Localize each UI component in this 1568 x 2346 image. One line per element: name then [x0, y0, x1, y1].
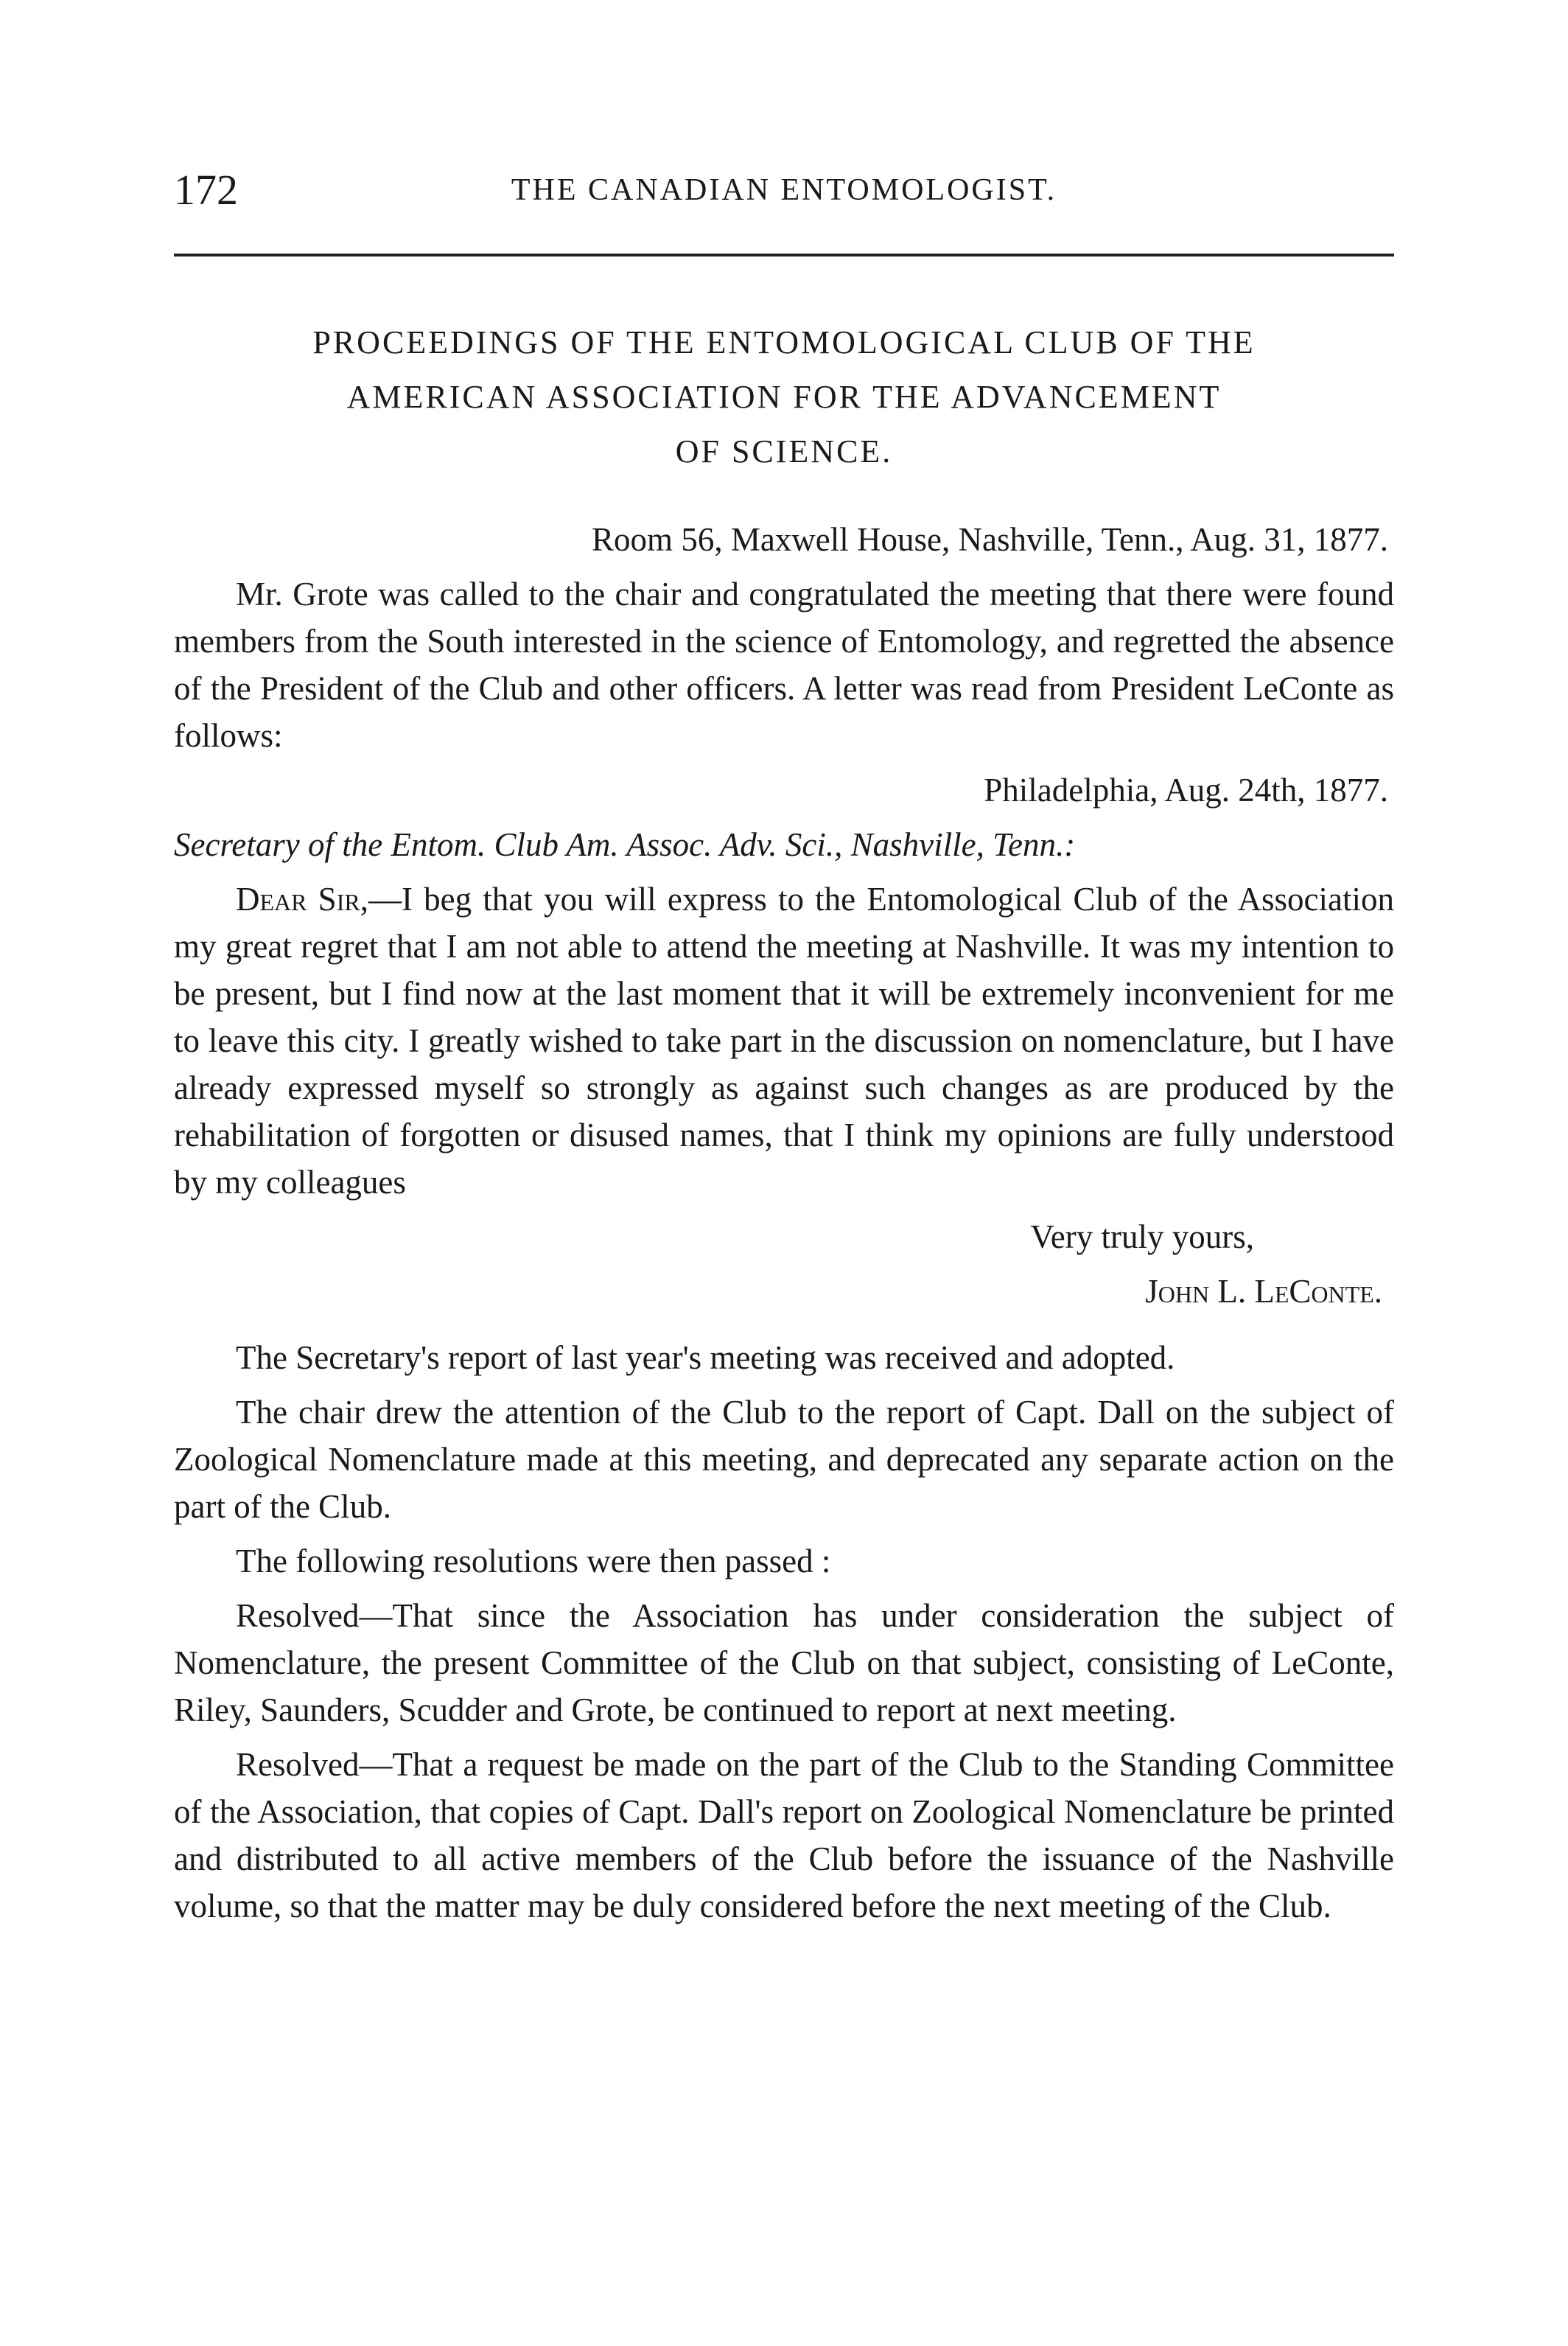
letter-signature: John L. LeConte. [1145, 1273, 1382, 1310]
title-line: PROCEEDINGS OF THE ENTOMOLOGICAL CLUB OF THE [312, 324, 1256, 360]
paragraph: The following resolutions were then passed : [236, 1543, 831, 1579]
resolution: Resolved—That a request be made on the part of the Club to the Standing Committee of the Association, that copies of Capt. Dall's report on Zoological Nomenclature be printed and distributed to all active members of the Club before the issuance of the Nashville volume, so that the matter may be duly considered before the next meeting of the Club. [174, 1746, 1394, 1924]
resolution: Resolved—That since the Association has under consideration the subject of Nomenclature, the present Committee of the Club on that subject, consisting of LeConte, Riley, Saunders, Scudder and Grote, be continued to report at next meeting. [174, 1597, 1394, 1728]
article-body [174, 516, 1394, 1937]
dateline: Room 56, Maxwell House, Nashville, Tenn., Aug. 31, 1877. [592, 521, 1388, 558]
article-title [174, 315, 1394, 479]
paragraph: The Secretary's report of last year's meeting was received and adopted. [236, 1339, 1175, 1376]
title-line: AMERICAN ASSOCIATION FOR THE ADVANCEMENT [346, 379, 1222, 415]
running-head [174, 161, 1394, 220]
title-line: OF SCIENCE. [675, 433, 893, 469]
letter-body-text: —I beg that you will express to the Entomological Club of the Association my great regret that I am not able to attend the meeting at Nashville. It was my intention to be present, but I find now at the last moment that it will be extremely inconvenient for me to leave this city. I greatly wished to take part in the discussion on nomenclature, but I have already expressed myself so strongly as against such changes as are produced by the rehabilitation of forgotten or disused names, that I think my opinions are fully understood by my colleagues [174, 881, 1394, 1201]
letter-place-date: Philadelphia, Aug. 24th, 1877. [984, 772, 1388, 809]
letter-closing: Very truly yours, [1030, 1218, 1254, 1255]
letter-body [174, 876, 1394, 1206]
letter-addressee: Secretary of the Entom. Club Am. Assoc. Adv. Sci., Nashville, Tenn.: [174, 826, 1076, 863]
header-rule [174, 254, 1394, 256]
journal-title: THE CANADIAN ENTOMOLOGIST. [511, 173, 1057, 207]
paragraph: Mr. Grote was called to the chair and congratulated the meeting that there were found members from the South interested in the science of Entomology, and regretted the absence of the President of the Club and other officers. A letter was read from President LeConte as follows: [174, 576, 1394, 754]
paragraph: The chair drew the attention of the Club to the report of Capt. Dall on the subject of Zoological Nomenclature made at this meeting, and deprecated any separate action on the part of the Club. [174, 1394, 1394, 1525]
letter-salutation: Dear Sir, [236, 881, 368, 918]
page-number: 172 [174, 166, 238, 214]
